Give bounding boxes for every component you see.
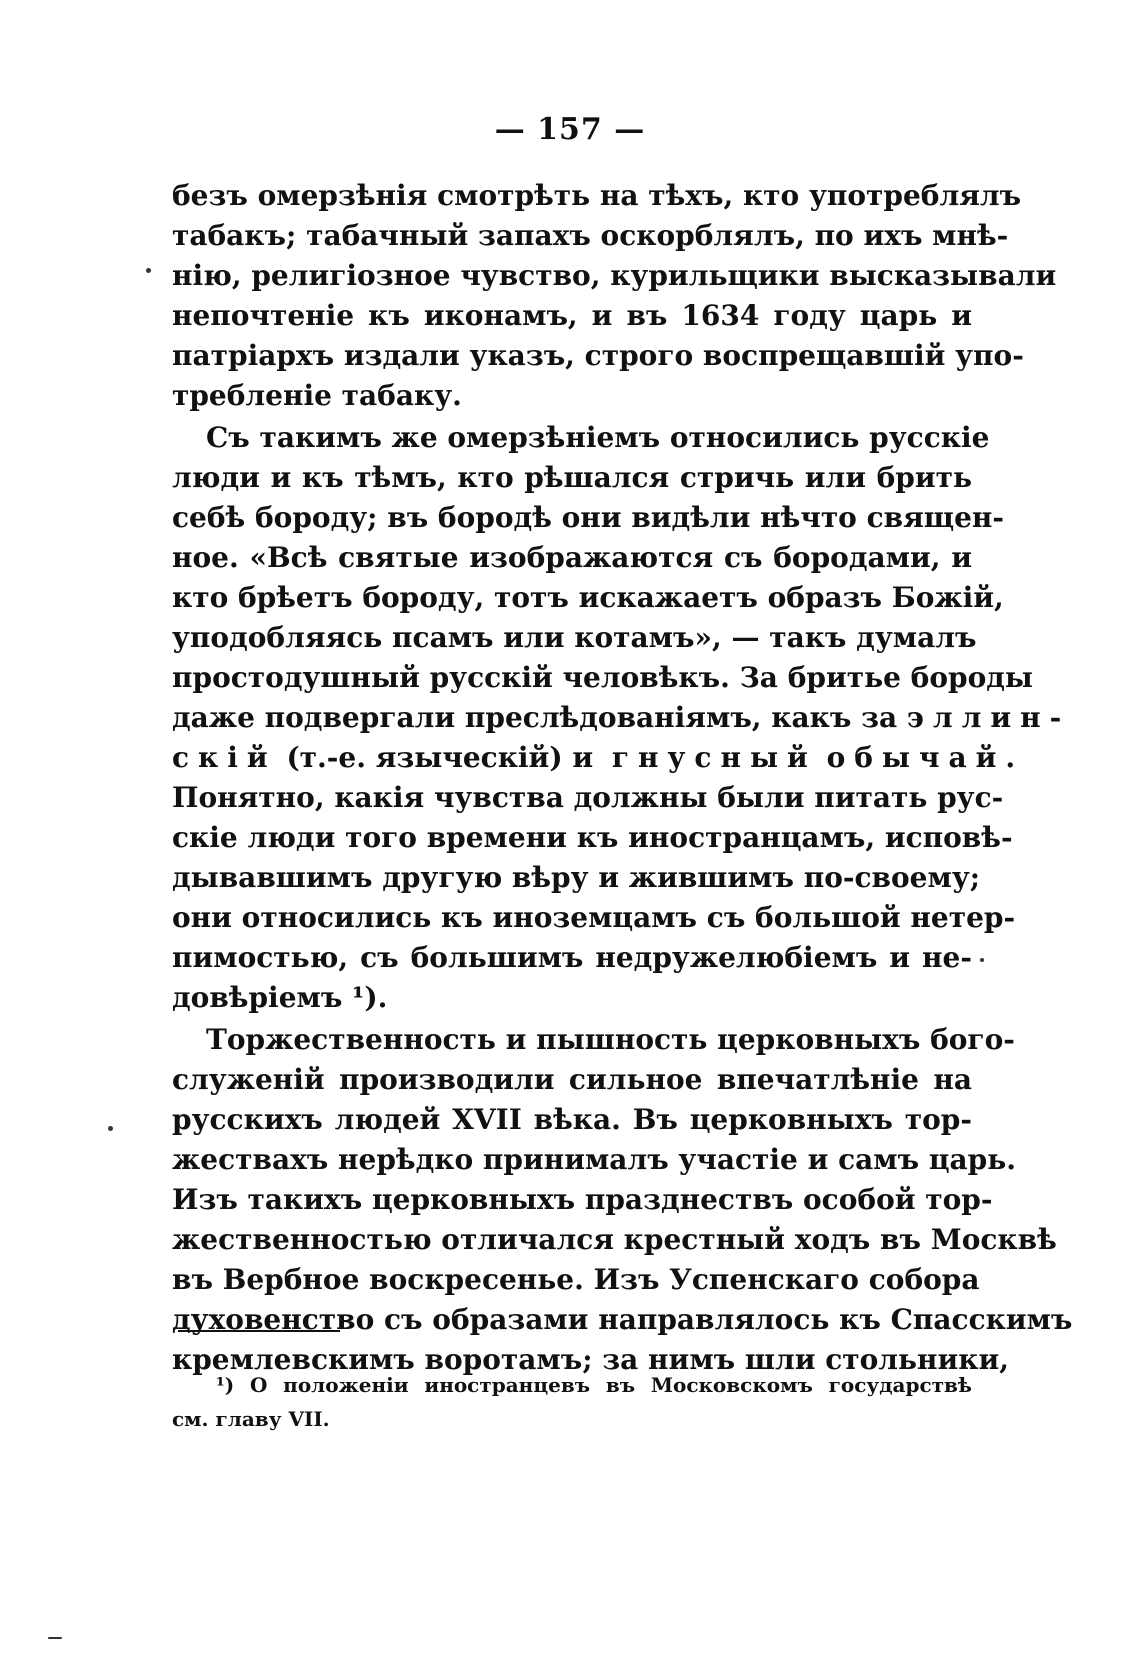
text-line: они относились къ иноземцамъ съ большой нетер- <box>172 901 1016 934</box>
text-line: уподобляясь псамъ или котамъ», — такъ думалъ <box>172 621 977 654</box>
text-line: безъ омерзѣнія смотрѣть на тѣхъ, кто употреблялъ <box>172 179 1022 212</box>
text-line: табакъ; табачный запахъ оскорблялъ, по ихъ мнѣ- <box>172 219 1009 252</box>
scan-speck <box>108 1126 113 1131</box>
body-text <box>172 176 1073 1380</box>
parenthetical: (т.-е. языческій) <box>286 741 563 774</box>
footnote <box>172 1368 972 1436</box>
text-line: непочтеніе къ иконамъ, и въ 1634 году царь и <box>172 299 972 332</box>
spaced-word: гнусный <box>611 741 817 774</box>
spaced-word: эллин- <box>906 701 1071 734</box>
text-line: жественностью отличался крестный ходъ въ Москвѣ <box>172 1223 1057 1256</box>
text-line: въ Вербное воскресенье. Изъ Успенскаго собора <box>172 1263 980 1296</box>
spaced-word: обычай. <box>826 741 1025 774</box>
text-line: люди и къ тѣмъ, кто рѣшался стричь или брить <box>172 461 972 494</box>
text-line: ное. «Всѣ святые изображаются съ бородами, и <box>172 541 972 574</box>
text-line: Съ такимъ же омерзѣніемъ относились русскіе <box>206 421 990 454</box>
text-line: простодушный русскій человѣкъ. За бритье бороды <box>172 661 1033 694</box>
scan-speck <box>146 268 151 273</box>
text-line: пимостью, съ большимъ недружелюбіемъ и не- <box>172 941 972 974</box>
text-line: даже подвергали преслѣдованіямъ, какъ за эллин- <box>172 701 1071 734</box>
footnote-line: см. главу VII. <box>172 1407 330 1431</box>
scan-speck <box>980 958 984 962</box>
page-number: — 157 — <box>494 112 646 147</box>
footnote-divider <box>178 1330 340 1332</box>
text-line: скіе люди того времени къ иностранцамъ, исповѣ- <box>172 821 1013 854</box>
scan-speck <box>48 1637 62 1639</box>
spaced-word: скій <box>172 741 277 774</box>
text-line: себѣ бороду; въ бородѣ они видѣли нѣчто священ- <box>172 501 1005 534</box>
text-line: кто брѣетъ бороду, тотъ искажаетъ образъ Божій, <box>172 581 1004 614</box>
text-line-spaced <box>172 738 1025 778</box>
text-line: требленіе табаку. <box>172 379 462 412</box>
text-line: русскихъ людей XVII вѣка. Въ церковныхъ тор- <box>172 1103 972 1136</box>
text-line: Понятно, какія чувства должны были питать рус- <box>172 781 1004 814</box>
spaced-word: и <box>572 741 603 774</box>
text-line: жествахъ нерѣдко принималъ участіе и самъ царь. <box>172 1143 1016 1176</box>
text-line: Торжественность и пышность церковныхъ бого- <box>206 1023 1015 1056</box>
text-line: Изъ такихъ церковныхъ празднествъ особой тор- <box>172 1183 993 1216</box>
text-line: нію, религіозное чувство, курильщики высказывали <box>172 259 1057 292</box>
text-line: служеній производили сильное впечатлѣніе на <box>172 1063 972 1096</box>
text-line: патріархъ издали указъ, строго воспрещавшій упо- <box>172 339 1024 372</box>
text-line: кремлевскимъ воротамъ; за нимъ шли стольники, <box>172 1343 1010 1376</box>
text-line: дывавшимъ другую вѣру и жившимъ по-своему; <box>172 861 981 894</box>
footnote-line: ¹) О положеніи иностранцевъ въ Московскомъ государствѣ <box>216 1373 972 1397</box>
text-line: духовенство съ образами направлялось къ Спасскимъ <box>172 1303 1073 1336</box>
text-line: довѣріемъ ¹). <box>172 981 388 1014</box>
